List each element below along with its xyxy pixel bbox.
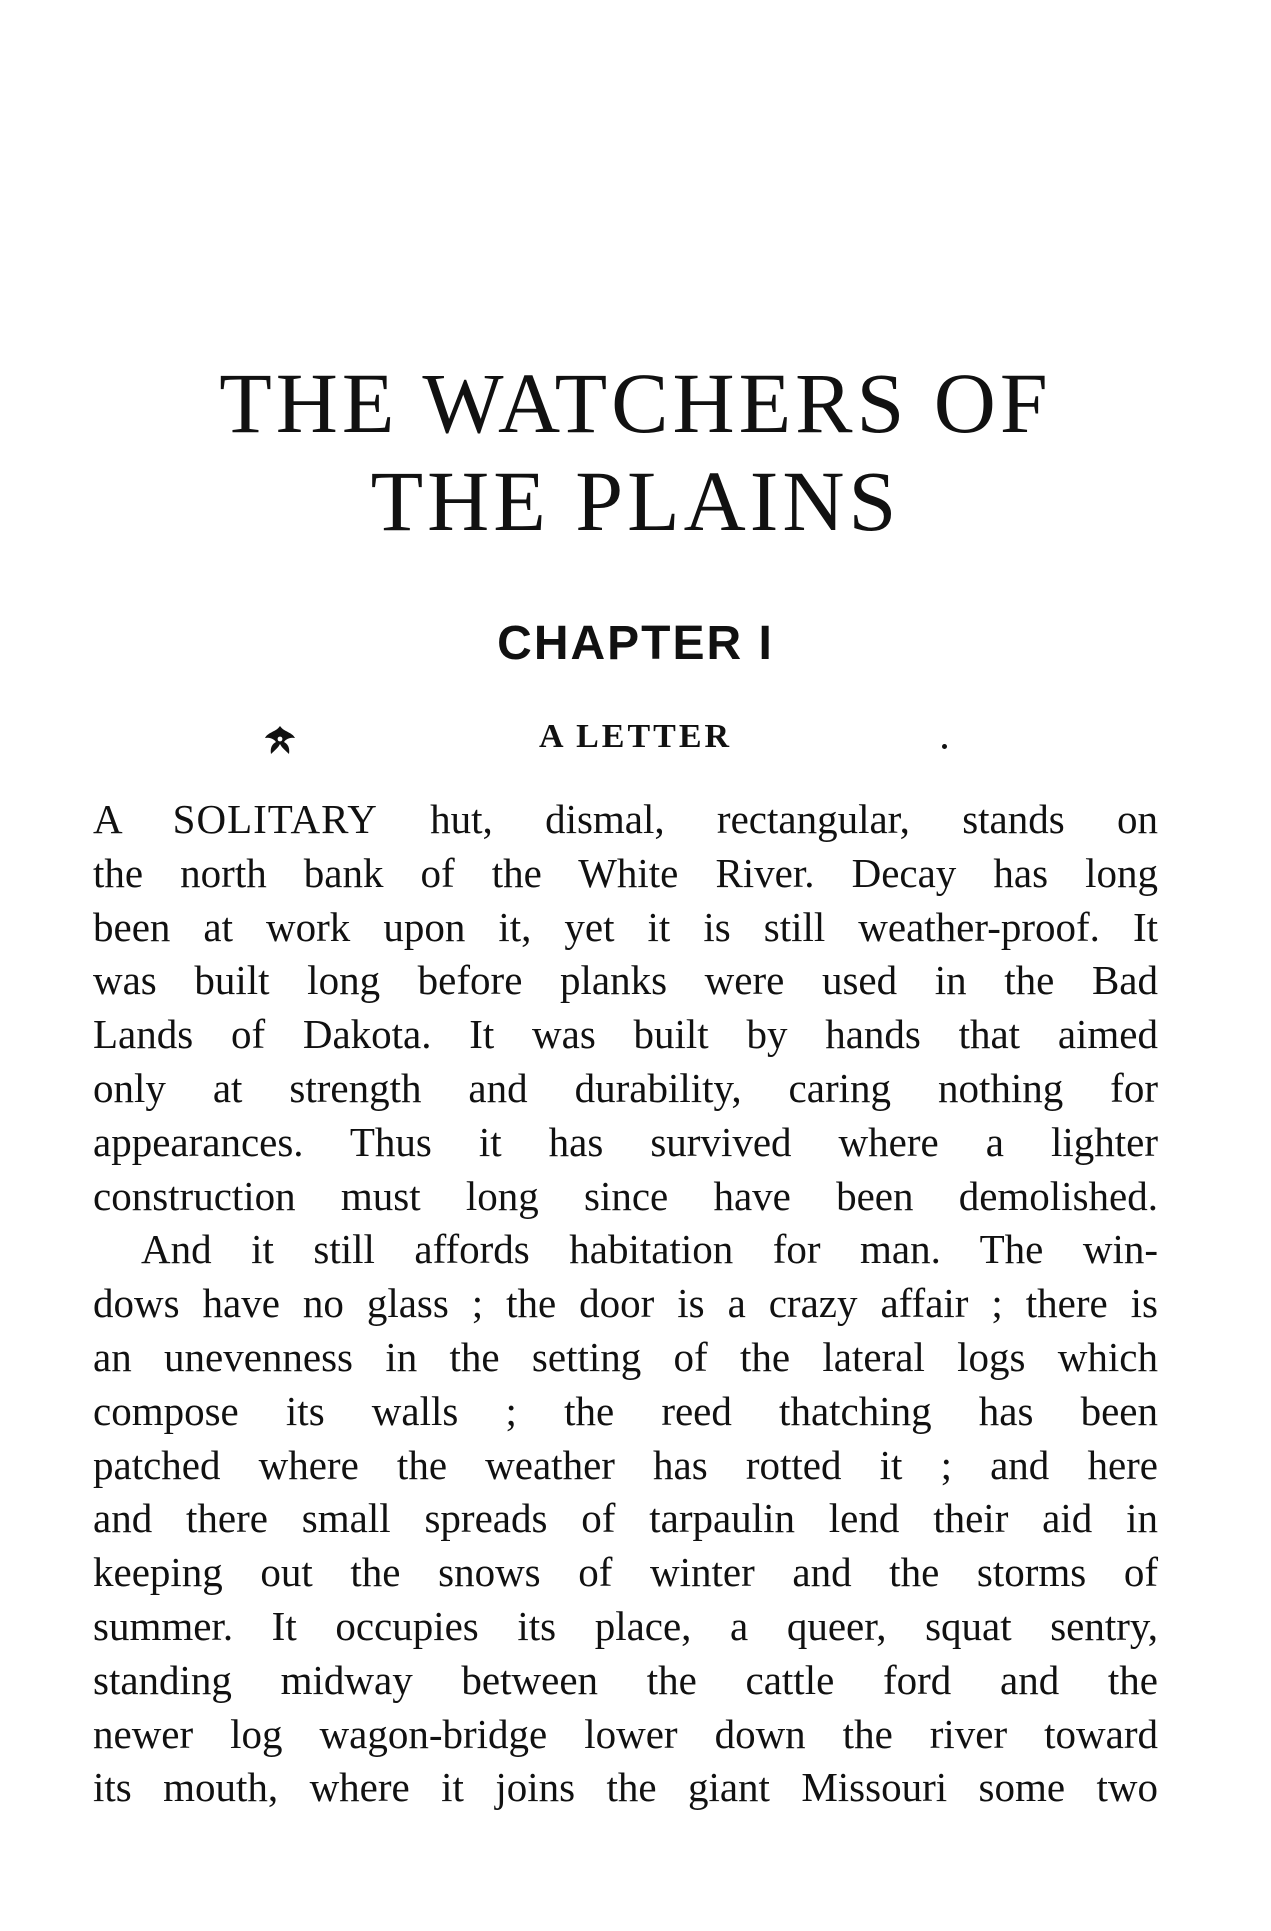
body-line-16: summer. It occupies its place, a queer, squat sentry,	[93, 1602, 1158, 1649]
body-line-18: newer log wagon-bridge lower down the river toward	[93, 1710, 1158, 1757]
body-line-13: patched where the weather has rotted it ; and here	[93, 1441, 1158, 1488]
body-line-4: was built long before planks were used in the Bad	[93, 957, 1158, 1004]
body-line-12: compose its walls ; the reed thatching has been	[93, 1387, 1158, 1434]
chapter-subtitle: A LETTER	[538, 718, 733, 755]
opening-word: A	[93, 796, 121, 842]
chapter-body	[93, 793, 1158, 1815]
body-line-19: its mouth, where it joins the giant Missouri some two	[93, 1764, 1158, 1811]
body-line-6: only at strength and durability, caring nothing for	[93, 1064, 1158, 1111]
body-line-15: keeping out the snows of winter and the storms of	[93, 1549, 1158, 1596]
body-line-17: standing midway between the cattle ford and the	[93, 1656, 1158, 1703]
body-line-3: been at work upon it, yet it is still weather-proof. It	[93, 903, 1158, 950]
body-line-11: an unevenness in the setting of the lateral logs which	[93, 1333, 1158, 1380]
body-line-9: And it still affords habitation for man. The win-	[141, 1226, 1158, 1273]
body-line-7: appearances. Thus it has survived where a lighter	[93, 1118, 1158, 1165]
body-line-5: Lands of Dakota. It was built by hands that aimed	[93, 1011, 1158, 1058]
book-title-line-1: THE WATCHERS OF	[219, 355, 1052, 451]
chapter-heading: CHAPTER I	[497, 617, 774, 670]
body-line-10: dows have no glass ; the door is a crazy affair ; there is	[93, 1280, 1158, 1327]
body-line-1-rest: hut, dismal, rectangular, stands on	[377, 796, 1158, 842]
body-line-8: construction must long since have been demolished.	[93, 1172, 1158, 1219]
opening-smallcaps: SOLITARY	[172, 796, 378, 842]
body-line-14: and there small spreads of tarpaulin lend their aid in	[93, 1495, 1158, 1542]
print-speck	[942, 744, 947, 749]
book-title-line-2: THE PLAINS	[370, 453, 901, 549]
body-line-1	[93, 793, 1158, 847]
body-line-2: the north bank of the White River. Decay has long	[93, 849, 1158, 896]
